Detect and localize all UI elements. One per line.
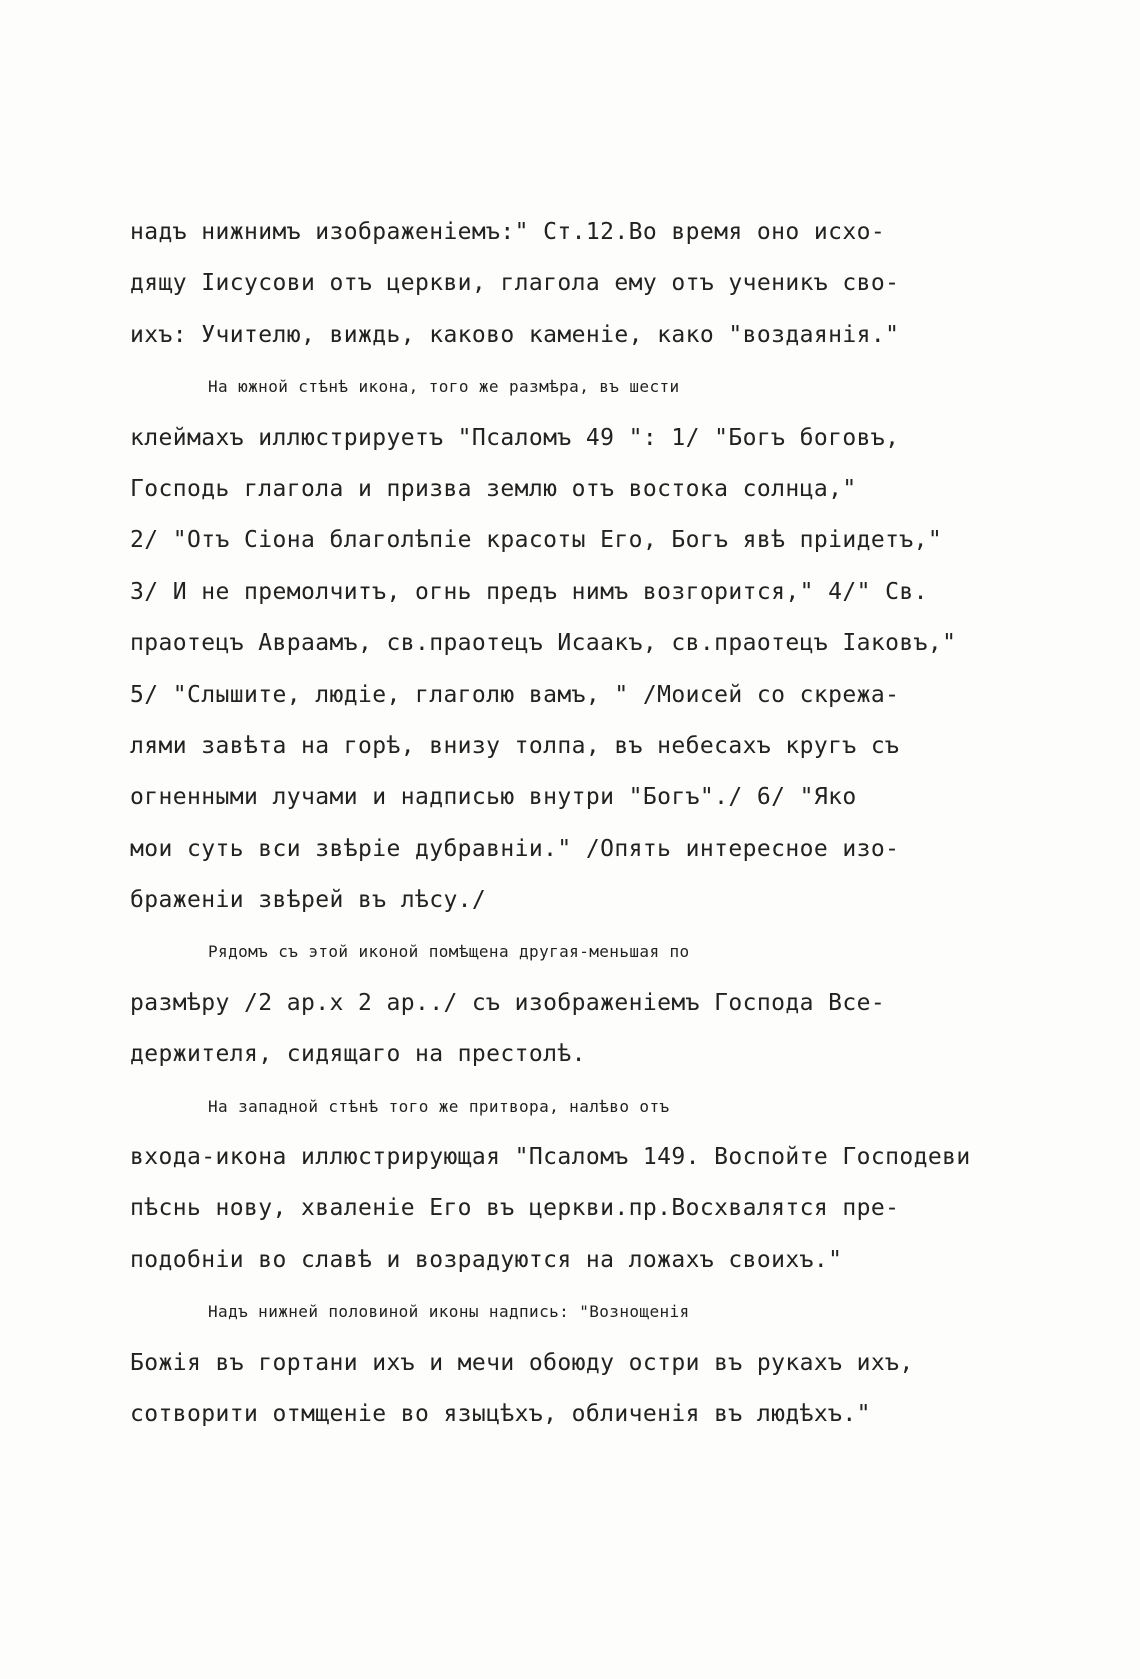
text-line: праотецъ Авраамъ, св.праотецъ Исаакъ, св.праотецъ Іаковъ," [130,630,957,657]
text-line: На западной стѣнѣ того же притвора, налѣво отъ [208,1096,670,1116]
text-line: мои суть вси звѣріе дубравніи." /Опять интересное изо- [130,835,900,862]
text-line: Рядомъ съ этой иконой помѣщена другая-меньшая по [208,942,690,962]
text-line: держителя, сидящаго на престолѣ. [130,1041,586,1068]
text-line: 5/ "Слышите, людіе, глаголю вамъ, " /Моисей со скрежа- [130,681,900,708]
text-line: 2/ "Отъ Сіона благолѣпіе красоты Его, Богъ явѣ пріидетъ," [130,527,943,554]
text-line: надъ нижнимъ изображеніемъ:" Ст.12.Во время оно исхо- [130,219,886,245]
typewritten-text-block [130,207,1120,1440]
text-line: Божія въ гортани ихъ и мечи обоюду остри въ рукахъ ихъ, [130,1349,914,1376]
text-line: пѣснь нову, хваленіе Его въ церкви.пр.Восхвалятся пре- [130,1195,900,1222]
text-line: браженіи звѣрей въ лѣсу./ [130,887,487,914]
text-line: подобніи во славѣ и возрадуются на ложахъ своихъ." [130,1246,843,1273]
text-line: лями завѣта на горѣ, внизу толпа, въ небесахъ кругъ съ [130,732,900,759]
text-line: размѣру /2 ар.х 2 ар../ съ изображеніемъ Господа Все- [130,989,886,1016]
text-line: ихъ: Учителю, виждь, каково каменіе, како "воздаянія." [130,321,900,348]
text-line: клеймахъ иллюстрируетъ "Псаломъ 49 ": 1/ "Богъ боговъ, [130,424,900,451]
text-line: входа-икона иллюстрирующая "Псаломъ 149. Воспойте Господеви [130,1144,971,1171]
text-line: Господь глагола и призва землю отъ востока солнца," [130,475,857,502]
text-line: 3/ И не премолчитъ, огнь предъ нимъ возгорится," 4/" Св. [130,578,928,605]
text-line: огненными лучами и надписью внутри "Богъ"./ 6/ "Яко [130,784,857,811]
text-line: дящу Іисусови отъ церкви, глагола ему отъ ученикъ сво- [130,270,900,297]
text-line: Надъ нижней половиной иконы надпись: "Вознощенія [208,1302,690,1322]
text-line: сотворити отмщеніе во языцѣхъ, обличенія въ людѣхъ." [130,1400,871,1427]
text-line: На южной стѣнѣ икона, того же размѣра, въ шести [208,377,680,397]
